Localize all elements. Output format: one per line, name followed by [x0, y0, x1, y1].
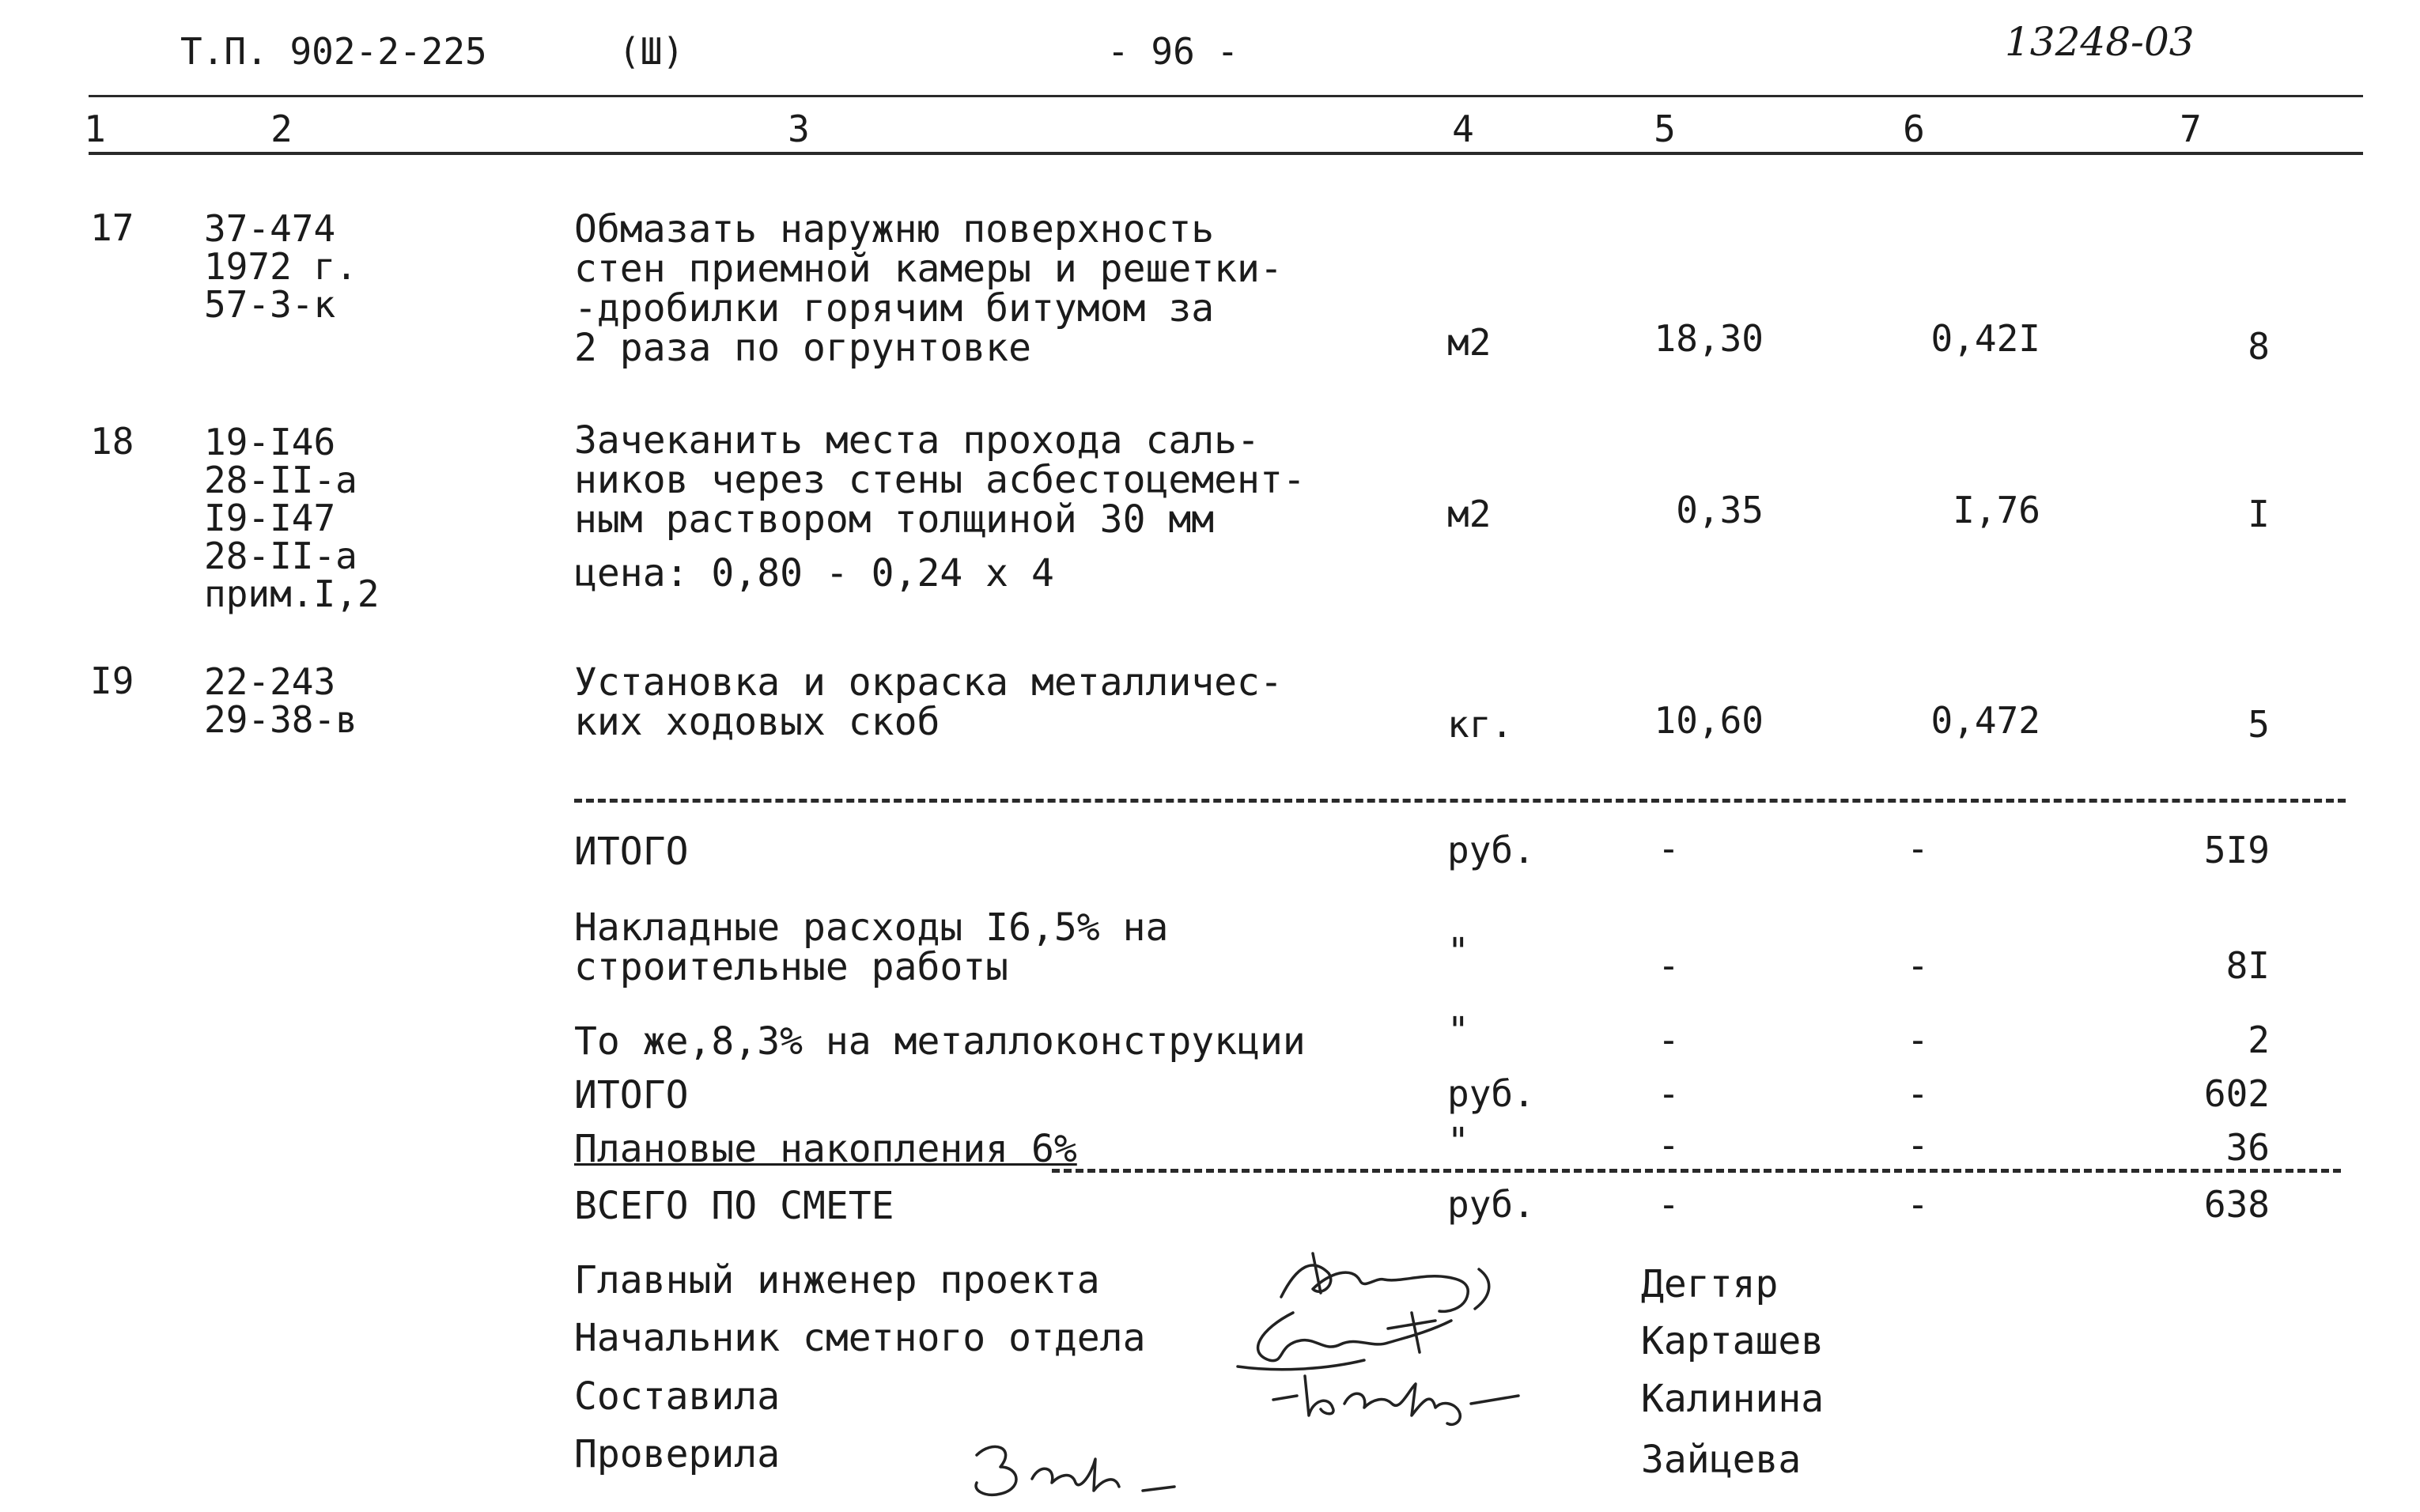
totals-label: ИТОГО — [574, 1073, 689, 1117]
unit: руб. — [1447, 1183, 1535, 1226]
work-description: -дробилки горячим битумом за — [574, 286, 1215, 331]
norm-code: 22-243 — [204, 660, 336, 703]
work-description: стен приемной камеры и решетки- — [574, 247, 1283, 291]
norm-code: 57-3-к — [204, 283, 336, 326]
column-number-4: 4 — [1452, 108, 1474, 150]
header-rule-bottom — [89, 152, 2363, 155]
norm-code: 29-38-в — [204, 698, 357, 741]
empty-dash: - — [1907, 827, 1929, 870]
unit: " — [1447, 1009, 1469, 1052]
quantity: 18,30 — [1654, 317, 1764, 360]
column-number-5: 5 — [1654, 108, 1676, 150]
totals-value: 36 — [2225, 1126, 2270, 1169]
norm-code: 28-II-а — [204, 459, 357, 501]
unit-price: 0,42I — [1930, 317, 2040, 360]
unit: м2 — [1447, 493, 1492, 535]
column-number-7: 7 — [2180, 108, 2202, 150]
handwritten-signature — [1265, 1360, 1550, 1431]
signatory-name: Зайцева — [1641, 1438, 1802, 1482]
total-cost: 8 — [2248, 325, 2270, 368]
grand-total-label: ВСЕГО ПО СМЕТЕ — [574, 1184, 894, 1228]
empty-dash: - — [1658, 1072, 1680, 1115]
work-description: ным раствором толщиной 30 мм — [574, 497, 1215, 542]
totals-value: 8I — [2225, 944, 2270, 987]
unit: м2 — [1447, 321, 1492, 364]
page-number: - 96 - — [1107, 30, 1239, 73]
empty-dash: - — [1907, 1124, 1929, 1166]
signatory-name: Калинина — [1641, 1377, 1824, 1421]
dashed-separator — [1052, 1169, 2341, 1173]
empty-dash: - — [1658, 1124, 1680, 1166]
dashed-separator — [574, 799, 2346, 803]
column-number-3: 3 — [788, 108, 810, 150]
norm-code: 37-474 — [204, 207, 336, 250]
archive-number: 13248-03 — [2005, 19, 2195, 65]
empty-dash: - — [1907, 1072, 1929, 1115]
signatory-role: Главный инженер проекта — [574, 1258, 1100, 1302]
totals-value: 602 — [2203, 1072, 2270, 1115]
signatory-name: Карташев — [1641, 1319, 1824, 1363]
part-number: (Ш) — [618, 30, 685, 73]
empty-dash: - — [1907, 1019, 1929, 1061]
totals-label: Накладные расходы I6,5% на — [574, 905, 1169, 950]
column-number-1: 1 — [84, 108, 106, 150]
unit: руб. — [1447, 1072, 1535, 1115]
grand-total-value: 638 — [2203, 1183, 2270, 1226]
work-description: Установка и окраска металличес- — [574, 660, 1283, 705]
quantity: 10,60 — [1654, 699, 1764, 742]
column-number-6: 6 — [1903, 108, 1925, 150]
signatory-role: Проверила — [574, 1432, 781, 1476]
quantity: 0,35 — [1676, 489, 1764, 531]
signatory-name: Дегтяр — [1641, 1262, 1779, 1306]
empty-dash: - — [1658, 1183, 1680, 1226]
unit-price: 0,472 — [1930, 699, 2040, 742]
row-number: 17 — [90, 206, 134, 249]
header-rule-top — [89, 95, 2363, 97]
totals-value: 2 — [2248, 1019, 2270, 1061]
work-description: Обмазать наружню поверхность — [574, 207, 1215, 251]
row-number: I9 — [90, 660, 134, 702]
empty-dash: - — [1658, 1019, 1680, 1061]
row-number: 18 — [90, 420, 134, 463]
work-description: Зачеканить места прохода саль- — [574, 418, 1260, 463]
work-description: ников через стены асбестоцемент- — [574, 458, 1306, 502]
totals-label: Плановые накопления 6% — [574, 1127, 1077, 1171]
empty-dash: - — [1907, 944, 1929, 987]
work-description: ких ходовых скоб — [574, 700, 940, 744]
totals-label: То же,8,3% на металлоконструкции — [574, 1019, 1306, 1064]
totals-value: 5I9 — [2203, 829, 2270, 871]
totals-label: строительные работы — [574, 945, 1009, 989]
unit: " — [1447, 1120, 1469, 1162]
column-number-2: 2 — [270, 108, 293, 150]
norm-code: 28-II-а — [204, 535, 357, 577]
norm-code: I9-I47 — [204, 497, 336, 539]
project-number: Т.П. 902-2-225 — [180, 30, 487, 73]
signatory-role: Составила — [574, 1374, 781, 1419]
empty-dash: - — [1658, 827, 1680, 870]
unit: руб. — [1447, 829, 1535, 871]
unit-price: I,76 — [1953, 489, 2040, 531]
unit: " — [1447, 930, 1469, 973]
norm-code: прим.I,2 — [204, 573, 380, 615]
total-cost: 5 — [2248, 703, 2270, 746]
work-description: 2 раза по огрунтовке — [574, 326, 1031, 370]
empty-dash: - — [1907, 1183, 1929, 1226]
handwritten-signature — [961, 1431, 1198, 1510]
unit: кг. — [1447, 703, 1514, 746]
price-note: цена: 0,80 - 0,24 х 4 — [574, 551, 1054, 595]
totals-label: ИТОГО — [574, 830, 689, 874]
empty-dash: - — [1658, 944, 1680, 987]
total-cost: I — [2248, 493, 2270, 535]
norm-code: 1972 г. — [204, 245, 357, 288]
signatory-role: Начальник сметного отдела — [574, 1316, 1146, 1360]
norm-code: 19-I46 — [204, 421, 336, 463]
